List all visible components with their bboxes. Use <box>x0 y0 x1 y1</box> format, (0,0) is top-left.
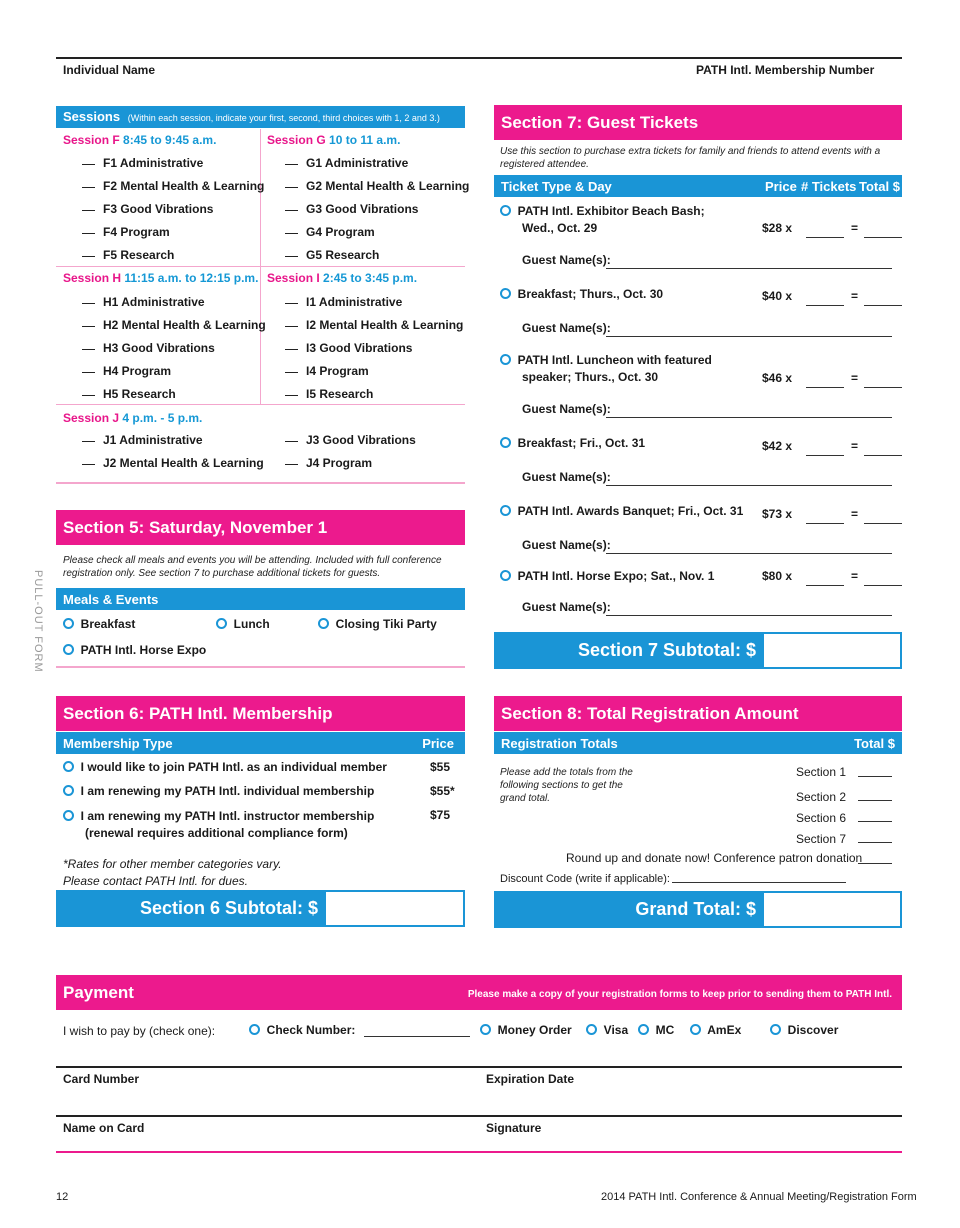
ticket-price: $28 x <box>762 221 793 235</box>
section7-title: Section 7: Guest Tickets <box>494 105 902 140</box>
session-h-item[interactable]: H2 Mental Health & Learning <box>82 318 266 332</box>
radio-circle-icon <box>63 785 74 796</box>
session-g-item[interactable]: G4 Program <box>285 225 375 239</box>
ticket-option[interactable]: PATH Intl. Awards Banquet; Fri., Oct. 31 <box>500 504 743 518</box>
grand-total-label: Grand Total: $ <box>496 893 764 926</box>
registration-totals-header <box>494 732 902 754</box>
sessions-row-divider-1 <box>56 266 465 267</box>
total-row-label: Section 1 <box>796 765 847 779</box>
discount-code-input[interactable] <box>672 882 846 883</box>
session-f-item[interactable]: F4 Program <box>82 225 170 239</box>
radio-circle-icon <box>480 1024 491 1035</box>
section8-note: Please add the totals from the following sections to get the grand total. <box>500 767 633 804</box>
session-j-item[interactable]: J1 Administrative <box>82 433 203 447</box>
sessions-title: Sessions <box>63 109 121 124</box>
session-g-item[interactable]: G1 Administrative <box>285 156 408 170</box>
equals-sign: = <box>851 221 859 235</box>
guest-name-input[interactable] <box>606 268 892 269</box>
sessions-header <box>56 106 465 128</box>
session-g-item[interactable]: G5 Research <box>285 248 379 262</box>
radio-circle-icon <box>500 505 511 516</box>
radio-circle-icon <box>500 205 511 216</box>
card-number-rule <box>56 1066 902 1068</box>
pay-option-visa[interactable]: Visa <box>586 1023 628 1037</box>
session-h-heading: Session H 11:15 a.m. to 12:15 p.m. <box>63 271 259 285</box>
ticket-count-col: # Tickets <box>801 179 857 194</box>
ticket-option[interactable]: Breakfast; Thurs., Oct. 30 <box>500 287 663 301</box>
guest-name-input[interactable] <box>606 615 892 616</box>
ticket-total-input[interactable] <box>864 387 902 388</box>
ticket-price: $80 x <box>762 569 793 583</box>
donation-input[interactable] <box>858 863 892 864</box>
ticket-total-input[interactable] <box>864 523 902 524</box>
session-f-item[interactable]: F2 Mental Health & Learning <box>82 179 264 193</box>
pay-option-mc[interactable]: MC <box>638 1023 674 1037</box>
ticket-total-input[interactable] <box>864 455 902 456</box>
session-g-item[interactable]: G3 Good Vibrations <box>285 202 418 216</box>
guest-name-input[interactable] <box>606 553 892 554</box>
ticket-total-col: Total $ <box>859 179 900 194</box>
section8-title: Section 8: Total Registration Amount <box>494 696 902 731</box>
section7-note: Use this section to purchase extra tickets for family and friends to attend events with a registered attendee. <box>500 146 881 170</box>
equals-sign: = <box>851 569 859 583</box>
grand-total <box>494 891 902 928</box>
grand-total-input[interactable] <box>764 893 900 926</box>
total-row-input[interactable] <box>858 800 892 801</box>
pay-option-amex[interactable]: AmEx <box>690 1023 741 1037</box>
ticket-price: $40 x <box>762 289 793 303</box>
registration-totals-col: Registration Totals <box>501 736 618 751</box>
guest-name-label: Guest Name(s): <box>522 253 611 267</box>
session-f-item[interactable]: F5 Research <box>82 248 174 262</box>
guest-name-input[interactable] <box>606 485 892 486</box>
footer-title: 2014 PATH Intl. Conference & Annual Meeting/Registration Form <box>601 1191 917 1203</box>
discount-code-label: Discount Code (write if applicable): <box>500 873 670 885</box>
payment-title: Payment <box>63 983 134 1002</box>
guest-name-input[interactable] <box>606 336 892 337</box>
side-label-wrap <box>30 570 44 673</box>
total-row-input[interactable] <box>858 842 892 843</box>
session-j-item[interactable]: J3 Good Vibrations <box>285 433 416 447</box>
ticket-option[interactable]: PATH Intl. Exhibitor Beach Bash; Wed., Oct. 29 <box>500 203 705 237</box>
ticket-option[interactable]: PATH Intl. Luncheon with featured speaker; Thurs., Oct. 30 <box>500 352 712 386</box>
section7-subtotal-input[interactable] <box>764 634 900 667</box>
pay-option-discover[interactable]: Discover <box>770 1023 838 1037</box>
ticket-option[interactable]: Breakfast; Fri., Oct. 31 <box>500 436 645 450</box>
session-g-item[interactable]: G2 Mental Health & Learning <box>285 179 469 193</box>
section7-subtotal <box>494 632 902 669</box>
guest-name-label: Guest Name(s): <box>522 470 611 484</box>
name-on-card-rule <box>56 1115 902 1117</box>
radio-circle-icon <box>318 618 329 629</box>
radio-circle-icon <box>63 618 74 629</box>
membership-header <box>56 732 465 754</box>
radio-circle-icon <box>63 810 74 821</box>
payment-bottom-rule <box>56 1151 902 1153</box>
session-j-item[interactable]: J4 Program <box>285 456 372 470</box>
session-h-item[interactable]: H5 Research <box>82 387 176 401</box>
session-i-item[interactable]: I3 Good Vibrations <box>285 341 412 355</box>
ticket-type-col: Ticket Type & Day <box>501 179 612 194</box>
guest-name-label: Guest Name(s): <box>522 402 611 416</box>
guest-tickets-header <box>494 175 902 197</box>
radio-circle-icon <box>638 1024 649 1035</box>
radio-circle-icon <box>770 1024 781 1035</box>
membership-number-label: PATH Intl. Membership Number <box>696 63 875 77</box>
radio-circle-icon <box>500 570 511 581</box>
ticket-count-input[interactable] <box>806 523 844 524</box>
session-h-item[interactable]: H4 Program <box>82 364 171 378</box>
session-j-heading: Session J 4 p.m. - 5 p.m. <box>63 411 203 425</box>
membership-price: $75 <box>430 808 451 822</box>
ticket-option[interactable]: PATH Intl. Horse Expo; Sat., Nov. 1 <box>500 569 714 583</box>
ticket-price: $42 x <box>762 439 793 453</box>
name-on-card-label[interactable]: Name on Card <box>63 1121 145 1135</box>
ticket-count-input[interactable] <box>806 585 844 586</box>
sessions-row-divider-2 <box>56 404 465 405</box>
total-row-label: Section 2 <box>796 790 847 804</box>
registration-total-col: Total $ <box>854 736 895 751</box>
ticket-count-input[interactable] <box>806 305 844 306</box>
payment-header <box>56 975 902 1010</box>
membership-rates-note: *Rates for other member categories vary. Please contact PATH Intl. for dues. <box>63 857 282 888</box>
session-f-item[interactable]: F3 Good Vibrations <box>82 202 213 216</box>
page-number: 12 <box>56 1191 69 1203</box>
expiration-date-label[interactable]: Expiration Date <box>486 1072 575 1086</box>
radio-circle-icon <box>63 761 74 772</box>
ticket-price-col: Price <box>765 179 797 194</box>
membership-option-renew-instructor[interactable]: I am renewing my PATH Intl. instructor membership (renewal requires additional compliance form) <box>63 808 374 842</box>
membership-type-col: Membership Type <box>63 736 173 751</box>
guest-name-label: Guest Name(s): <box>522 321 611 335</box>
signature-label[interactable]: Signature <box>486 1121 542 1135</box>
equals-sign: = <box>851 507 859 521</box>
section5-title: Section 5: Saturday, November 1 <box>56 510 465 545</box>
ticket-price: $73 x <box>762 507 793 521</box>
meal-option-horse-expo[interactable]: PATH Intl. Horse Expo <box>63 643 206 657</box>
guest-name-input[interactable] <box>606 417 892 418</box>
section6-title: Section 6: PATH Intl. Membership <box>56 696 465 731</box>
meal-option-lunch[interactable]: Lunch <box>216 617 270 631</box>
top-rule <box>56 57 902 59</box>
section6-subtotal-input[interactable] <box>326 892 463 925</box>
check-number-input[interactable] <box>364 1036 470 1037</box>
radio-circle-icon <box>249 1024 260 1035</box>
guest-name-label: Guest Name(s): <box>522 600 611 614</box>
session-i-item[interactable]: I5 Research <box>285 387 373 401</box>
session-i-item[interactable]: I1 Administrative <box>285 295 402 309</box>
pull-out-form-label: PULL-OUT FORM <box>32 570 44 673</box>
section6-subtotal <box>56 890 465 927</box>
radio-circle-icon <box>63 644 74 655</box>
session-h-item[interactable]: H3 Good Vibrations <box>82 341 215 355</box>
session-f-item[interactable]: F1 Administrative <box>82 156 203 170</box>
session-f-heading: Session F 8:45 to 9:45 a.m. <box>63 133 217 147</box>
equals-sign: = <box>851 439 859 453</box>
membership-option-join[interactable]: I would like to join PATH Intl. as an individual member <box>63 760 387 774</box>
membership-option-renew-individual[interactable]: I am renewing my PATH Intl. individual membership <box>63 784 374 798</box>
payment-note: Please make a copy of your registration forms to keep prior to sending them to PATH Intl. <box>467 989 892 1000</box>
ticket-count-input[interactable] <box>806 387 844 388</box>
equals-sign: = <box>851 289 859 303</box>
membership-price: $55 <box>430 760 451 774</box>
radio-circle-icon <box>500 437 511 448</box>
section7-subtotal-label: Section 7 Subtotal: $ <box>496 634 764 667</box>
membership-price-col: Price <box>422 736 454 751</box>
session-j-item[interactable]: J2 Mental Health & Learning <box>82 456 264 470</box>
total-row-input[interactable] <box>858 821 892 822</box>
section6-subtotal-label: Section 6 Subtotal: $ <box>58 892 326 925</box>
total-row-label: Section 7 <box>796 832 847 846</box>
ticket-count-input[interactable] <box>806 455 844 456</box>
ticket-total-input[interactable] <box>864 305 902 306</box>
ticket-price: $46 x <box>762 371 793 385</box>
radio-circle-icon <box>586 1024 597 1035</box>
individual-name-label: Individual Name <box>63 63 156 77</box>
ticket-total-input[interactable] <box>864 237 902 238</box>
meal-option-tiki-party[interactable]: Closing Tiki Party <box>318 617 437 631</box>
ticket-total-input[interactable] <box>864 585 902 586</box>
membership-price: $55* <box>430 784 455 798</box>
pay-by-label: I wish to pay by (check one): <box>63 1024 216 1038</box>
section5-bottom-rule <box>56 666 465 668</box>
session-h-item[interactable]: H1 Administrative <box>82 295 205 309</box>
equals-sign: = <box>851 371 859 385</box>
session-i-heading: Session I 2:45 to 3:45 p.m. <box>267 271 418 285</box>
pay-option-money-order[interactable]: Money Order <box>480 1023 572 1037</box>
session-i-item[interactable]: I4 Program <box>285 364 369 378</box>
guest-name-label: Guest Name(s): <box>522 538 611 552</box>
session-i-item[interactable]: I2 Mental Health & Learning <box>285 318 463 332</box>
section5-note: Please check all meals and events you will be attending. Included with full conference registration only. See section 7 to purchase additional tickets for guests. <box>63 555 442 579</box>
card-number-label[interactable]: Card Number <box>63 1072 140 1086</box>
radio-circle-icon <box>690 1024 701 1035</box>
radio-circle-icon <box>500 288 511 299</box>
sessions-bottom-rule <box>56 482 465 484</box>
donation-label: Round up and donate now! Conference patron donation <box>566 851 863 865</box>
total-row-input[interactable] <box>858 776 892 777</box>
radio-circle-icon <box>500 354 511 365</box>
meals-events-header: Meals & Events <box>56 588 465 610</box>
total-row-label: Section 6 <box>796 811 847 825</box>
sessions-note: (Within each session, indicate your first, second, third choices with 1, 2 and 3.) <box>127 113 440 123</box>
radio-circle-icon <box>216 618 227 629</box>
session-g-heading: Session G 10 to 11 a.m. <box>267 133 401 147</box>
meal-option-breakfast[interactable]: Breakfast <box>63 617 135 631</box>
ticket-count-input[interactable] <box>806 237 844 238</box>
pay-option-check[interactable]: Check Number: <box>249 1023 355 1037</box>
